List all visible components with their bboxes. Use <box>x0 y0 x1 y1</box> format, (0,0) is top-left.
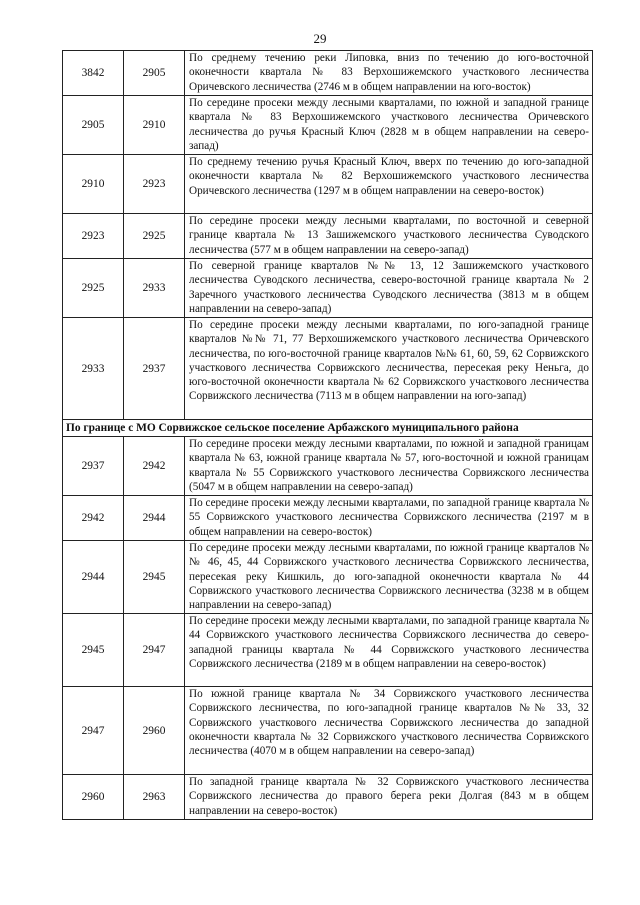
boundary-description: По середине просеки между лесными кварталами, по юго-западной границе кварталов №№ 71, 77 Верхошижемского участкового лесничества Оричевского лесничества, по юго-восточной границе кварталов №№ 61, 60, 59, 62 Сорвижского участкового лесничества Сорвижского лесничества, пересекая реку Неньга, до юго-восточной оконечности квартала № 62 Сорвижского участкового лесничества Сорвижского лесничества (7113 м в общем направлении на юго-запад) <box>185 318 593 420</box>
point-from: 2944 <box>63 541 124 614</box>
point-from: 2945 <box>63 614 124 687</box>
point-to: 2910 <box>124 96 185 155</box>
point-to: 2933 <box>124 259 185 318</box>
point-to: 2947 <box>124 614 185 687</box>
point-from: 2947 <box>63 687 124 775</box>
point-to: 2945 <box>124 541 185 614</box>
boundary-description: По среднему течению реки Липовка, вниз по течению до юго-восточной оконечности квартала № 83 Верхошижемского участкового лесничества Оричевского лесничества (2746 м в общем направлении на юго-восток) <box>185 51 593 96</box>
point-to: 2925 <box>124 214 185 259</box>
point-to: 2937 <box>124 318 185 420</box>
point-to: 2905 <box>124 51 185 96</box>
boundary-description: По середине просеки между лесными кварталами, по южной границе кварталов №№ 46, 45, 44 Сорвижского участкового лесничества Сорвижского лесничества, пересекая реку Кишкиль, до юго-западной оконечности квартала № 44 Сорвижского участкового лесничества Сорвижского лесничества (3238 м в общем направлении на северо-запад) <box>185 541 593 614</box>
table-row <box>63 51 593 96</box>
table-row <box>63 541 593 614</box>
point-to: 2923 <box>124 155 185 214</box>
point-from: 2925 <box>63 259 124 318</box>
table-row <box>63 437 593 496</box>
point-from: 2942 <box>63 496 124 541</box>
point-from: 2923 <box>63 214 124 259</box>
page-number: 29 <box>313 31 327 46</box>
point-to: 2942 <box>124 437 185 496</box>
point-to: 2963 <box>124 775 185 820</box>
section-row <box>63 420 593 437</box>
table-row <box>63 155 593 214</box>
boundary-description: По северной границе кварталов №№ 13, 12 Зашижемского участкового лесничества Суводского лесничества, северо-восточной границе квартала № 2 Заречного участкового лесничества Суводского лесничества (3813 м в общем направлении на северо-запад) <box>185 259 593 318</box>
boundary-description: По середине просеки между лесными кварталами, по южной и западной границе квартала № 83 Верхошижемского участкового лесничества Оричевского лесничества до ручья Красный Ключ (2828 м в общем направлении на северо-запад) <box>185 96 593 155</box>
section-title: По границе с МО Сорвижское сельское поселение Арбажского муниципального района <box>63 420 593 437</box>
boundary-description: По южной границе квартала № 34 Сорвижского участкового лесничества Сорвижского лесничества, по юго-западной границе кварталов №№ 33, 32 Сорвижского участкового лесничества Сорвижского лесничества до западной оконечности квартала № 32 Сорвижского участкового лесничества Сорвижского лесничества (4070 м в общем направлении на северо-запад) <box>185 687 593 775</box>
point-to: 2944 <box>124 496 185 541</box>
table-row <box>63 214 593 259</box>
boundary-description: По середине просеки между лесными кварталами, по западной границе квартала № 44 Сорвижского участкового лесничества Сорвижского лесничества до северо-западной границы квартала № 44 Сорвижского участкового лесничества Сорвижского лесничества (2189 м в общем направлении на северо-восток) <box>185 614 593 687</box>
point-from: 2905 <box>63 96 124 155</box>
boundary-description: По среднему течению ручья Красный Ключ, вверх по течению до юго-западной оконечности квартала № 82 Верхошижемского участкового лесничества Оричевского лесничества (1297 м в общем направлении на северо-восток) <box>185 155 593 214</box>
point-to: 2960 <box>124 687 185 775</box>
boundary-table <box>62 50 593 820</box>
table-row <box>63 259 593 318</box>
table-row <box>63 775 593 820</box>
table-row <box>63 318 593 420</box>
table-row <box>63 614 593 687</box>
table-row <box>63 496 593 541</box>
table-row <box>63 687 593 775</box>
point-from: 2910 <box>63 155 124 214</box>
table-row <box>63 96 593 155</box>
boundary-description: По середине просеки между лесными кварталами, по западной границе квартала № 55 Сорвижского участкового лесничества Сорвижского лесничества (2197 м в общем направлении на северо-восток) <box>185 496 593 541</box>
point-from: 2933 <box>63 318 124 420</box>
point-from: 2960 <box>63 775 124 820</box>
boundary-description: По западной границе квартала № 32 Сорвижского участкового лесничества Сорвижского лесничества до правого берега реки Долгая (843 м в общем направлении на северо-восток) <box>185 775 593 820</box>
point-from: 2937 <box>63 437 124 496</box>
boundary-description: По середине просеки между лесными кварталами, по южной и западной границам квартала № 63, южной границе квартала № 57, юго-восточной и южной границам квартала № 55 Сорвижского участкового лесничества Сорвижского лесничества (5047 м в общем направлении на северо-запад) <box>185 437 593 496</box>
boundary-description: По середине просеки между лесными кварталами, по восточной и северной границе квартала № 13 Зашижемского участкового лесничества Суводского лесничества (577 м в общем направлении на северо-запад) <box>185 214 593 259</box>
point-from: 3842 <box>63 51 124 96</box>
